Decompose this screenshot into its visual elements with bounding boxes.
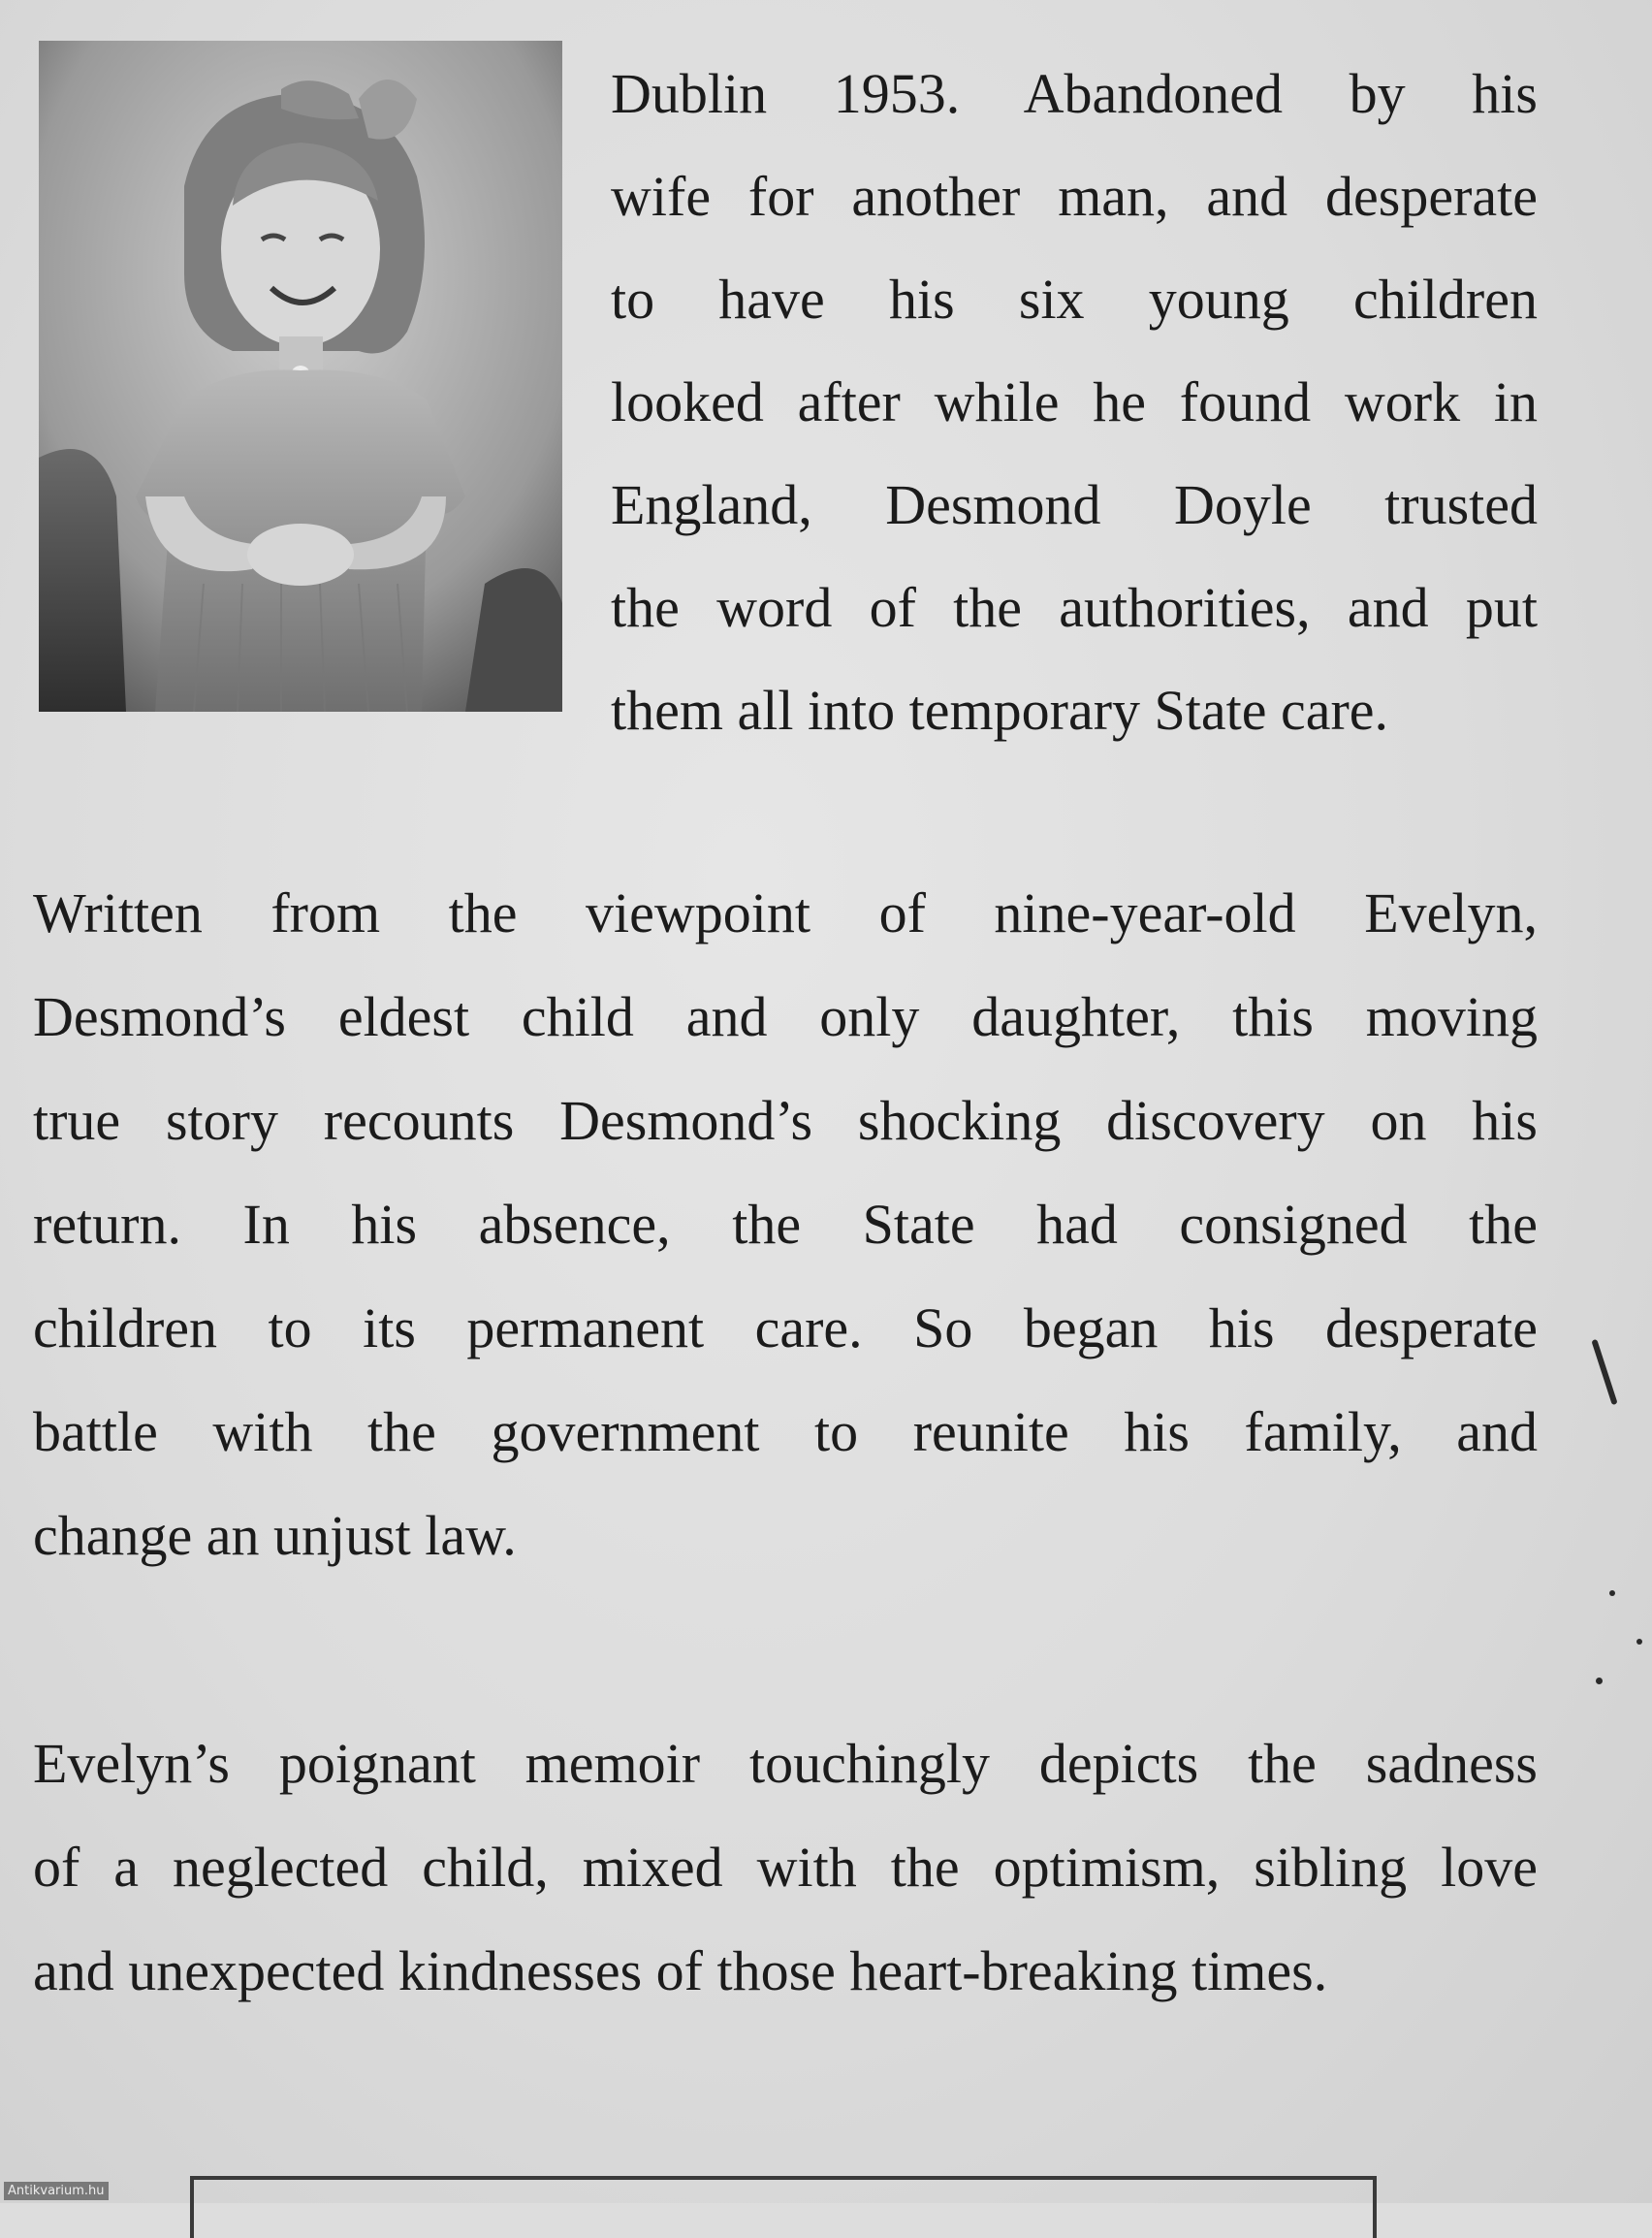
- binding-mark: [1609, 1590, 1615, 1596]
- text-line: England, Desmond Doyle trusted: [611, 473, 1538, 536]
- text-line: the word of the authorities, and put: [611, 576, 1538, 639]
- text-line: them all into temporary State care.: [611, 679, 1389, 742]
- binding-mark: [1636, 1639, 1642, 1645]
- text-line: battle with the government to reunite his family, and: [33, 1400, 1538, 1463]
- text-line: Dublin 1953. Abandoned by his: [611, 62, 1538, 125]
- text-line: looked after while he found work in: [611, 370, 1538, 433]
- text-line: true story recounts Desmond’s shocking discovery on his: [33, 1089, 1538, 1152]
- intro-paragraph: [611, 43, 1538, 762]
- text-line: change an unjust law.: [33, 1504, 517, 1567]
- story-paragraph: [33, 861, 1538, 1587]
- text-line: wife for another man, and desperate: [611, 165, 1538, 228]
- memoir-paragraph: [33, 1711, 1538, 2023]
- text-line: and unexpected kindnesses of those heart-breaking times.: [33, 1939, 1328, 2002]
- binding-mark: [1591, 1339, 1617, 1405]
- text-line: Written from the viewpoint of nine-year-old Evelyn,: [33, 881, 1538, 944]
- text-line: children to its permanent care. So began his desperate: [33, 1296, 1538, 1359]
- girl-photo-illustration: [39, 41, 562, 712]
- text-line: return. In his absence, the State had consigned the: [33, 1193, 1538, 1256]
- text-line: Desmond’s eldest child and only daughter, this moving: [33, 985, 1538, 1048]
- binding-mark: [1596, 1678, 1603, 1684]
- text-line: to have his six young children: [611, 268, 1538, 331]
- watermark: Antikvarium.hu: [4, 2182, 109, 2200]
- text-line: Evelyn’s poignant memoir touchingly depicts the sadness: [33, 1732, 1538, 1795]
- text-line: of a neglected child, mixed with the optimism, sibling love: [33, 1836, 1538, 1899]
- girl-photo: [39, 41, 562, 712]
- barcode-box-outline: [190, 2176, 1377, 2238]
